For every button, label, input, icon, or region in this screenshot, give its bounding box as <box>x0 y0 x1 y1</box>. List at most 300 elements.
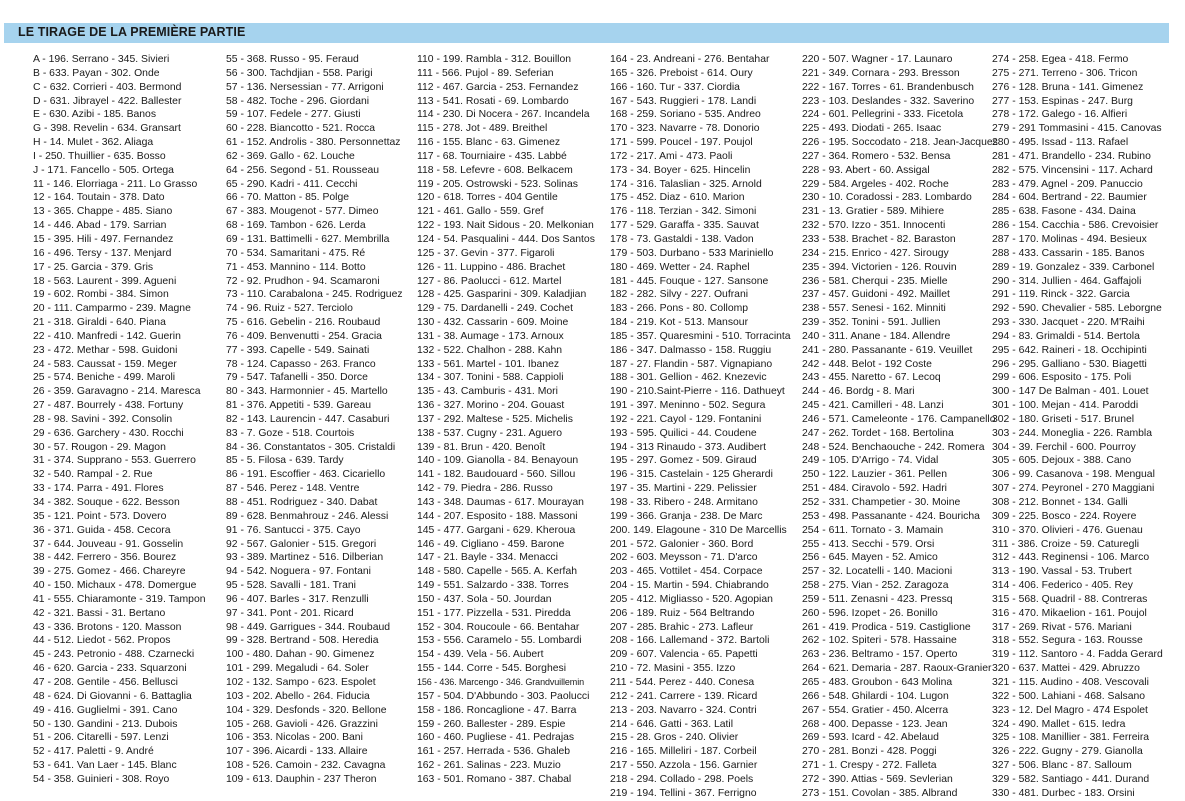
draw-entry: 241 - 280. Passanante - 619. Veuillet <box>802 344 973 356</box>
draw-entry: 30 - 57. Rougon - 29. Magon <box>33 441 166 453</box>
draw-entry: 303 - 244. Moneglia - 226. Rambla <box>992 427 1152 439</box>
draw-entry: 146 - 49. Cigliano - 459. Barone <box>417 538 565 550</box>
draw-entry: 306 - 99. Casanova - 198. Mengual <box>992 469 1155 481</box>
draw-entry: 179 - 503. Durbano - 533 Mariniello <box>610 247 774 259</box>
draw-entry: 136 - 327. Morino - 204. Gouast <box>417 400 565 412</box>
draw-entry: 51 - 206. Citarelli - 597. Lenzi <box>33 732 169 744</box>
draw-entry: 305 - 605. Dejoux - 388. Cano <box>992 455 1132 467</box>
draw-entry: 144 - 207. Esposito - 188. Massoni <box>417 510 578 522</box>
draw-entry: 138 - 537. Cugny - 231. Aguero <box>417 427 562 439</box>
draw-entry: 129 - 75. Dardanelli - 249. Cochet <box>417 303 573 315</box>
draw-entry: 283 - 479. Agnel - 209. Panuccio <box>992 178 1143 190</box>
draw-entry: 42 - 321. Bassi - 31. Bertano <box>33 607 166 619</box>
draw-entry: 135 - 43. Camburis - 431. Mori <box>417 386 558 398</box>
draw-entry: 217 - 550. Azzola - 156. Garnier <box>610 760 758 772</box>
draw-entry: 246 - 571. Cameleonte - 176. Campanello <box>802 413 996 425</box>
draw-entry: 24 - 583. Caussat - 159. Meger <box>33 358 177 370</box>
draw-entry: 88 - 451. Rodriguez - 340. Dabat <box>226 497 378 508</box>
draw-entry: 277 - 153. Espinas - 247. Burg <box>992 95 1133 107</box>
draw-entry: 236 - 581. Cherqui - 235. Mielle <box>802 275 948 287</box>
draw-entry: 184 - 219. Kot - 513. Mansour <box>610 317 749 329</box>
draw-entry: 126 - 11. Luppino - 486. Brachet <box>417 261 566 273</box>
draw-entry: 50 - 130. Gandini - 213. Dubois <box>33 718 178 730</box>
draw-entry: 287 - 170. Molinas - 494. Besieux <box>992 233 1147 245</box>
draw-entry: D - 631. Jibrayel - 422. Ballester <box>33 95 182 107</box>
draw-entry: 46 - 620. Garcia - 233. Squarzoni <box>33 663 187 675</box>
draw-entry: 93 - 389. Martinez - 516. Dilberian <box>226 552 384 564</box>
draw-entry: 130 - 432. Cassarin - 609. Moine <box>417 317 569 329</box>
draw-entry: 52 - 417. Paletti - 9. André <box>33 746 154 758</box>
draw-entry: 279 - 291 Tommasini - 415. Canovas <box>992 123 1162 135</box>
draw-entry: 77 - 393. Capelle - 549. Sainati <box>226 344 370 356</box>
draw-entry: 177 - 529. Garaffa - 335. Sauvat <box>610 220 759 232</box>
draw-entry: 70 - 534. Samaritani - 475. Ré <box>226 247 366 259</box>
draw-entry: 280 - 495. Issad - 113. Rafael <box>992 137 1129 149</box>
draw-entry: 245 - 421. Camilleri - 48. Lanzi <box>802 400 944 412</box>
draw-entry: E - 630. Azibi - 185. Banos <box>33 109 157 121</box>
draw-entry: 48 - 624. Di Giovanni - 6. Battaglia <box>33 690 192 702</box>
draw-entry: 142 - 79. Piedra - 286. Russo <box>417 483 553 495</box>
draw-entry: G - 398. Revelin - 634. Gransart <box>33 123 181 135</box>
draw-entry: 281 - 471. Brandello - 234. Rubino <box>992 150 1151 162</box>
draw-entry: 12 - 164. Toutain - 378. Dato <box>33 192 165 204</box>
draw-entry: 107 - 396. Aicardi - 133. Allaire <box>226 746 368 758</box>
draw-entry: 257 - 32. Locatelli - 140. Macioni <box>802 566 953 578</box>
draw-entry: 310 - 370. Olivieri - 476. Guenau <box>992 524 1143 536</box>
draw-entry: 267 - 554. Gratier - 450. Alcerra <box>802 704 949 716</box>
draw-entry: 22 - 410. Manfredi - 142. Guerin <box>33 330 181 342</box>
draw-entry: 124 - 54. Pasqualini - 444. Dos Santos <box>417 233 595 245</box>
draw-column-5 <box>802 53 998 801</box>
draw-entry: 282 - 575. Vincensini - 117. Achard <box>992 164 1153 176</box>
draw-entry: 329 - 582. Santiago - 441. Durand <box>992 773 1150 785</box>
draw-entry: 28 - 98. Savini - 392. Consolin <box>33 413 173 425</box>
draw-entry: 127 - 86. Paolucci - 612. Martel <box>417 275 562 287</box>
draw-entry: 224 - 601. Pellegrini - 333. Ficetola <box>802 109 964 121</box>
draw-entry: 174 - 316. Talaslian - 325. Arnold <box>610 178 762 190</box>
draw-entry: 58 - 482. Toche - 296. Giordani <box>226 95 370 107</box>
draw-entry: 137 - 292. Maltese - 525. Michelis <box>417 413 573 425</box>
draw-entry: 166 - 160. Tur - 337. Ciordia <box>610 81 740 93</box>
draw-entry: 286 - 154. Cacchia - 586. Crevoisier <box>992 220 1159 232</box>
draw-entry: 75 - 616. Gebelin - 216. Roubaud <box>226 317 381 329</box>
draw-entry: 319 - 112. Santoro - 4. Fadda Gerard <box>992 649 1163 661</box>
draw-entry: 288 - 433. Cassarin - 185. Banos <box>992 247 1145 259</box>
draw-entry: 159 - 260. Ballester - 289. Espie <box>417 718 566 730</box>
draw-entry: 191 - 397. Meninno - 502. Segura <box>610 400 766 412</box>
draw-entry: 61 - 152. Androlis - 380. Personnettaz <box>226 137 401 149</box>
draw-entry: 251 - 484. Ciravolo - 592. Hadri <box>802 483 947 495</box>
draw-entry: 299 - 606. Esposito - 175. Poli <box>992 372 1132 384</box>
draw-entry: 296 - 295. Galliano - 530. Biagetti <box>992 358 1147 370</box>
draw-entry: 289 - 19. Gonzalez - 339. Carbonel <box>992 261 1155 273</box>
draw-entry: 275 - 271. Terreno - 306. Tricon <box>992 67 1138 79</box>
draw-entry: 261 - 419. Prodica - 519. Castiglione <box>802 621 971 633</box>
draw-entry: 97 - 341. Pont - 201. Ricard <box>226 607 354 619</box>
section-title: LE TIRAGE DE LA PREMIÈRE PARTIE <box>18 25 246 39</box>
draw-entry: 227 - 364. Romero - 532. Bensa <box>802 150 951 162</box>
draw-entry: 37 - 644. Jouveau - 91. Gosselin <box>33 538 184 550</box>
draw-entry: 87 - 546. Perez - 148. Ventre <box>226 483 360 495</box>
draw-entry: 211 - 544. Perez - 440. Conesa <box>610 676 755 688</box>
draw-entry: 293 - 330. Jacquet - 220. M'Raihi <box>992 317 1145 329</box>
draw-entry: 60 - 228. Biancotto - 521. Rocca <box>226 123 376 135</box>
draw-entry: 219 - 194. Tellini - 367. Ferrigno <box>610 787 757 799</box>
draw-entry: 132 - 522. Chalhon - 288. Kahn <box>417 344 562 356</box>
draw-entry: 86 - 191. Escoffier - 463. Cicariello <box>226 469 386 481</box>
draw-entry: 152 - 304. Roucoule - 66. Bentahar <box>417 621 580 633</box>
draw-entry: C - 632. Corrieri - 403. Bermond <box>33 81 182 93</box>
draw-entry: 68 - 169. Tambon - 626. Lerda <box>226 220 366 232</box>
draw-entry: 31 - 374. Supprano - 553. Guerrero <box>33 455 196 467</box>
draw-entry: 291 - 119. Rinck - 322. Garcia <box>992 289 1130 301</box>
draw-entry: 308 - 212. Bonnet - 134. Galli <box>992 497 1128 508</box>
draw-entry: 92 - 567. Galonier - 515. Gregori <box>226 538 377 550</box>
draw-entry: 62 - 369. Gallo - 62. Louche <box>226 150 355 162</box>
draw-entry: 25 - 574. Beniche - 499. Maroli <box>33 372 176 384</box>
draw-entry: 326 - 222. Gugny - 279. Gianolla <box>992 746 1143 758</box>
draw-entry: 143 - 348. Daumas - 617. Mourayan <box>417 497 584 508</box>
draw-entry: 252 - 331. Champetier - 30. Moine <box>802 497 961 508</box>
draw-entry: 198 - 33. Ribero - 248. Armitano <box>610 497 758 508</box>
draw-entry: 317 - 269. Rivat - 576. Mariani <box>992 621 1132 633</box>
draw-entry: 122 - 193. Nait Sidous - 20. Melkonian <box>417 220 594 232</box>
draw-entry: 20 - 111. Camparmo - 239. Magne <box>33 303 191 315</box>
draw-entry: 182 - 282. Silvy - 227. Oufrani <box>610 289 749 301</box>
draw-entry: 120 - 618. Torres - 404 Gentile <box>417 192 558 204</box>
draw-entry: 316 - 470. Mikaelion - 161. Poujol <box>992 607 1147 619</box>
draw-entry: 38 - 442. Ferrero - 356. Bourez <box>33 552 177 564</box>
draw-entry: I - 250. Thuillier - 635. Bosso <box>33 150 166 162</box>
draw-entry: 14 - 446. Abad - 179. Sarrian <box>33 220 167 232</box>
draw-entry: 104 - 329. Desfonds - 320. Bellone <box>226 704 387 716</box>
draw-entry: 208 - 166. Lallemand - 372. Bartoli <box>610 635 770 647</box>
draw-entry: 274 - 258. Egea - 418. Fermo <box>992 54 1129 65</box>
draw-entry: 233 - 538. Brachet - 82. Baraston <box>802 233 956 245</box>
draw-entry: 134 - 307. Tonini - 588. Cappioli <box>417 372 564 384</box>
draw-entry: 181 - 445. Fouque - 127. Sansone <box>610 275 769 287</box>
draw-entry: 147 - 21. Bayle - 334. Menacci <box>417 552 558 564</box>
draw-entry: 33 - 174. Parra - 491. Flores <box>33 483 164 495</box>
draw-entry: 101 - 299. Megaludi - 64. Soler <box>226 663 369 675</box>
draw-entry: 271 - 1. Crespy - 272. Falleta <box>802 760 937 772</box>
draw-entry: 78 - 124. Capasso - 263. Franco <box>226 358 376 370</box>
draw-entry: 36 - 371. Guida - 458. Cecora <box>33 524 171 536</box>
draw-entry: 304 - 39. Ferchil - 600. Pourroy <box>992 441 1136 453</box>
draw-entry: 16 - 496. Tersy - 137. Menjard <box>33 247 172 259</box>
draw-entry: 197 - 35. Martini - 229. Pelissier <box>610 483 757 495</box>
draw-entry: 13 - 365. Chappe - 485. Siano <box>33 206 173 218</box>
draw-entry: 76 - 409. Benvenutti - 254. Gracia <box>226 330 382 342</box>
draw-entry: 161 - 257. Herrada - 536. Ghaleb <box>417 746 571 758</box>
draw-entry: 239 - 352. Tonini - 591. Jullien <box>802 317 941 329</box>
draw-entry: 21 - 318. Giraldi - 640. Piana <box>33 317 166 329</box>
draw-entry: 168 - 259. Soriano - 535. Andreo <box>610 109 761 121</box>
draw-entry: 195 - 297. Gomez - 509. Giraud <box>610 455 757 467</box>
draw-entry: 313 - 190. Vassal - 53. Trubert <box>992 566 1132 578</box>
draw-entry: 170 - 323. Navarre - 78. Donorio <box>610 123 760 135</box>
draw-entry: 200. 149. Elagoune - 310 De Marcellis <box>610 524 787 536</box>
draw-entry: 140 - 109. Gianolla - 84. Benayoun <box>417 455 579 467</box>
draw-entry: 222 - 167. Torres - 61. Brandenbusch <box>802 81 974 93</box>
draw-entry: J - 171. Fancello - 505. Ortega <box>33 164 174 176</box>
draw-entry: 269 - 593. Icard - 42. Abelaud <box>802 732 939 744</box>
draw-entry: 324 - 490. Mallet - 615. Iedra <box>992 718 1126 730</box>
draw-column-1 <box>33 53 206 787</box>
draw-entry: 194 - 313 Rinaudo - 373. Audibert <box>610 441 766 453</box>
draw-entry: 263 - 236. Beltramo - 157. Operto <box>802 649 958 661</box>
draw-entry: 320 - 637. Mattei - 429. Abruzzo <box>992 663 1140 675</box>
draw-entry: 188 - 301. Gellion - 462. Knezevic <box>610 372 767 384</box>
draw-entry: 225 - 493. Diodati - 265. Isaac <box>802 123 942 135</box>
draw-entry: 91 - 76. Santucci - 375. Cayo <box>226 524 361 536</box>
draw-entry: 139 - 81. Brun - 420. Benoît <box>417 441 546 453</box>
draw-entry: 154 - 439. Vela - 56. Aubert <box>417 649 544 661</box>
draw-entry: 43 - 336. Brotons - 120. Masson <box>33 621 182 633</box>
draw-entry: 173 - 34. Boyer - 625. Hincelin <box>610 164 751 176</box>
draw-entry: 243 - 455. Naretto - 67. Lecoq <box>802 372 941 384</box>
draw-column-4 <box>610 53 791 801</box>
draw-entry: 116 - 155. Blanc - 63. Gimenez <box>417 137 561 149</box>
draw-entry: 41 - 555. Chiaramonte - 319. Tampon <box>33 593 206 605</box>
draw-entry: 244 - 46. Bordg - 8. Mari <box>802 386 915 398</box>
draw-entry: 131 - 38. Aumage - 173. Arnoux <box>417 330 564 342</box>
draw-entry: 312 - 443. Reginensi - 106. Marco <box>992 552 1150 564</box>
draw-entry: 192 - 221. Cayol - 129. Fontanini <box>610 413 762 425</box>
draw-entry: 268 - 400. Depasse - 123. Jean <box>802 718 948 730</box>
draw-entry: 249 - 105. D'Arrigo - 74. Vidal <box>802 455 939 467</box>
draw-entry: 215 - 28. Gros - 240. Olivier <box>610 732 739 744</box>
draw-entry: 141 - 182. Baudouard - 560. Sillou <box>417 469 576 481</box>
draw-entry: 108 - 526. Camoin - 232. Cavagna <box>226 760 386 772</box>
draw-entry: 155 - 144. Corre - 545. Borghesi <box>417 663 567 675</box>
draw-entry: 11 - 146. Elorriaga - 211. Lo Grasso <box>33 178 198 190</box>
draw-entry: 327 - 506. Blanc - 87. Salloum <box>992 760 1132 772</box>
draw-entry: 85 - 5. Filosa - 639. Tardy <box>226 455 344 467</box>
draw-entry: 250 - 122. Lauzier - 361. Pellen <box>802 469 947 481</box>
draw-entry: 57 - 136. Nersessian - 77. Arrigoni <box>226 81 384 93</box>
draw-entry: 59 - 107. Fedele - 277. Giusti <box>226 109 361 121</box>
draw-entry: 114 - 230. Di Nocera - 267. Incandela <box>417 109 590 121</box>
draw-entry: 229 - 584. Argeles - 402. Roche <box>802 178 949 190</box>
draw-entry: 258 - 275. Vian - 252. Zaragoza <box>802 580 949 592</box>
draw-entry: 157 - 504. D'Abbundo - 303. Paolucci <box>417 690 590 702</box>
draw-entry: 19 - 602. Rombi - 384. Simon <box>33 289 169 301</box>
draw-entry: 205 - 412. Migliasso - 520. Agopian <box>610 593 773 605</box>
draw-entry: 117 - 68. Tourniaire - 435. Labbé <box>417 150 567 162</box>
draw-entry: 163 - 501. Romano - 387. Chabal <box>417 773 572 785</box>
draw-entry: 221 - 349. Cornara - 293. Bresson <box>802 67 960 79</box>
draw-entry: 65 - 290. Kadri - 411. Cecchi <box>226 178 358 190</box>
draw-entry: 149 - 551. Salzardo - 338. Torres <box>417 580 569 592</box>
draw-column-2 <box>226 53 403 787</box>
draw-entry: 27 - 487. Bourrely - 438. Fortuny <box>33 400 184 412</box>
draw-entry: 102 - 132. Sampo - 623. Espolet <box>226 676 376 688</box>
draw-entry: 110 - 199. Rambla - 312. Bouillon <box>417 54 572 65</box>
draw-entry: 39 - 275. Gomez - 466. Chareyre <box>33 566 186 578</box>
draw-entry: 171 - 599. Poucel - 197. Poujol <box>610 137 753 149</box>
draw-entry: 311 - 386. Croize - 59. Caturegli <box>992 538 1140 550</box>
draw-entry: 172 - 217. Ami - 473. Paoli <box>610 150 733 162</box>
draw-entry: 242 - 448. Belot - 192 Coste <box>802 358 932 370</box>
draw-entry: 178 - 73. Gastaldi - 138. Vadon <box>610 233 754 245</box>
draw-entry: 322 - 500. Lahiani - 468. Salsano <box>992 690 1146 702</box>
draw-entry: 83 - 7. Goze - 518. Courtois <box>226 427 355 439</box>
draw-entry: H - 14. Mulet - 362. Aliaga <box>33 137 154 149</box>
draw-entry: 125 - 37. Gevin - 377. Figaroli <box>417 247 555 259</box>
draw-entry: 71 - 453. Mannino - 114. Botto <box>226 261 366 273</box>
draw-entry: 66 - 70. Matton - 85. Polge <box>226 192 350 204</box>
draw-entry: 315 - 568. Quadril - 88. Contreras <box>992 593 1148 605</box>
draw-entry: 165 - 326. Preboist - 614. Oury <box>610 67 753 79</box>
draw-entry: 260 - 596. Izopet - 26. Bonillo <box>802 607 938 619</box>
draw-entry: 201 - 572. Galonier - 360. Bord <box>610 538 754 550</box>
draw-entry: 84 - 36. Constantatos - 305. Cristaldi <box>226 441 396 453</box>
draw-entry: 301 - 100. Mejan - 414. Paroddi <box>992 400 1139 412</box>
draw-entry: 218 - 294. Collado - 298. Poels <box>610 773 754 785</box>
draw-entry: 220 - 507. Wagner - 17. Launaro <box>802 54 953 65</box>
draw-entry: 190 - 210.Saint-Pierre - 116. Dathueyt <box>610 386 785 398</box>
draw-entry: 196 - 315. Castelain - 125 Gherardi <box>610 469 773 481</box>
draw-entry: 207 - 285. Brahic - 273. Lafleur <box>610 621 754 633</box>
draw-entry: 55 - 368. Russo - 95. Feraud <box>226 54 359 65</box>
draw-entry: 89 - 628. Benmahrouz - 246. Alessi <box>226 510 389 522</box>
draw-entry: 64 - 256. Segond - 51. Rousseau <box>226 164 380 176</box>
draw-entry: 265 - 483. Groubon - 643 Molina <box>802 676 953 688</box>
draw-entry: 273 - 151. Covolan - 385. Albrand <box>802 787 958 799</box>
draw-entry: 187 - 27. Flandin - 587. Vignapiano <box>610 358 773 370</box>
draw-entry: 95 - 528. Savalli - 181. Trani <box>226 580 356 592</box>
draw-entry: 164 - 23. Andreani - 276. Bentahar <box>610 54 770 65</box>
draw-entry: 94 - 542. Noguera - 97. Fontani <box>226 566 371 578</box>
draw-entry: 231 - 13. Gratier - 589. Mihiere <box>802 206 945 218</box>
draw-entry: 330 - 481. Durbec - 183. Orsini <box>992 787 1135 799</box>
draw-entry: 67 - 383. Mougenot - 577. Dimeo <box>226 206 379 218</box>
draw-entry: 247 - 262. Tordet - 168. Bertolina <box>802 427 954 439</box>
draw-entry: 237 - 457. Guidoni - 492. Maillet <box>802 289 950 301</box>
draw-entry: 105 - 268. Gavioli - 426. Grazzini <box>226 718 378 730</box>
draw-entry: 214 - 646. Gatti - 363. Latil <box>610 718 734 730</box>
draw-entry: 300 - 147 De Balman - 401. Louet <box>992 386 1149 398</box>
draw-entry: 32 - 540. Rampal - 2. Rue <box>33 469 153 481</box>
draw-entry: 226 - 195. Soccodato - 218. Jean-Jacques <box>802 137 998 149</box>
draw-entry: 203 - 465. Vottilet - 454. Corpace <box>610 566 763 578</box>
draw-entry: 230 - 10. Coradossi - 283. Lombardo <box>802 192 972 204</box>
draw-entry: 73 - 110. Carabalona - 245. Rodriguez <box>226 289 403 301</box>
draw-entry: 118 - 58. Lefevre - 608. Belkacem <box>417 164 573 176</box>
section-header-bar <box>4 23 1169 43</box>
draw-entry: 111 - 566. Pujol - 89. Seferian <box>417 67 554 79</box>
draw-entry: 264 - 621. Demaria - 287. Raoux-Granier <box>802 663 992 675</box>
draw-entry: 234 - 215. Enrico - 427. Sirougy <box>802 247 949 259</box>
draw-entry: 295 - 642. Raineri - 18. Occhipinti <box>992 344 1147 356</box>
draw-entry: 259 - 511. Zenasni - 423. Pressq <box>802 593 953 605</box>
draw-entry: 278 - 172. Galego - 16. Alfieri <box>992 109 1128 121</box>
draw-entry: 15 - 395. Hili - 497. Fernandez <box>33 233 174 245</box>
draw-entry: 309 - 225. Bosco - 224. Royere <box>992 510 1137 522</box>
draw-entry: 34 - 382. Souque - 622. Besson <box>33 497 180 508</box>
draw-entry: 232 - 570. Izzo - 351. Innocenti <box>802 220 946 232</box>
draw-results <box>33 53 1183 799</box>
draw-entry: 209 - 607. Valencia - 65. Papetti <box>610 649 758 661</box>
draw-entry: 213 - 203. Navarro - 324. Contri <box>610 704 757 716</box>
draw-entry: 98 - 449. Garrigues - 344. Roubaud <box>226 621 391 633</box>
draw-entry: 176 - 118. Terzian - 342. Simoni <box>610 206 757 218</box>
draw-entry: 235 - 394. Victorien - 126. Rouvin <box>802 261 957 273</box>
draw-entry: 17 - 25. Garcia - 379. Gris <box>33 261 154 273</box>
draw-entry: 18 - 563. Laurent - 399. Agueni <box>33 275 177 287</box>
draw-entry: 290 - 314. Jullien - 464. Gaffajoli <box>992 275 1142 287</box>
draw-entry: 53 - 641. Van Laer - 145. Blanc <box>33 760 177 772</box>
draw-entry: 266 - 548. Ghilardi - 104. Lugon <box>802 690 949 702</box>
draw-entry: 56 - 300. Tachdjian - 558. Parigi <box>226 67 373 79</box>
draw-entry: 158 - 186. Roncaglione - 47. Barra <box>417 704 577 716</box>
draw-entry: 255 - 413. Secchi - 579. Orsi <box>802 538 935 550</box>
draw-entry: 284 - 604. Bertrand - 22. Baumier <box>992 192 1147 204</box>
draw-entry: B - 633. Payan - 302. Onde <box>33 67 160 79</box>
draw-entry: 302 - 180. Griseti - 517. Brunel <box>992 413 1135 425</box>
draw-entry: 276 - 128. Bruna - 141. Gimenez <box>992 81 1144 93</box>
draw-entry: 186 - 347. Dalmasso - 158. Ruggiu <box>610 344 772 356</box>
draw-entry: 103 - 202. Abello - 264. Fiducia <box>226 690 370 702</box>
draw-entry: A - 196. Serrano - 345. Sivieri <box>33 54 170 65</box>
draw-entry: 156 - 436. Marcengo - 346. Grandvuillemin <box>417 676 584 687</box>
draw-column-3 <box>417 53 595 787</box>
draw-entry: 74 - 96. Ruiz - 527. Terciolo <box>226 303 353 315</box>
draw-column-6 <box>992 53 1163 801</box>
draw-entry: 238 - 557. Senesi - 162. Minniti <box>802 303 946 315</box>
draw-entry: 115 - 278. Jot - 489. Breithel <box>417 123 548 135</box>
draw-entry: 113 - 541. Rosati - 69. Lombardo <box>417 95 569 107</box>
draw-entry: 47 - 208. Gentile - 456. Bellusci <box>33 676 178 688</box>
draw-entry: 100 - 480. Dahan - 90. Gimenez <box>226 649 375 661</box>
draw-entry: 202 - 603. Meysson - 71. D'arco <box>610 552 758 564</box>
draw-entry: 99 - 328. Bertrand - 508. Heredia <box>226 635 379 647</box>
draw-entry: 151 - 177. Pizzella - 531. Piredda <box>417 607 571 619</box>
draw-entry: 106 - 353. Nicolas - 200. Bani <box>226 732 363 744</box>
draw-entry: 109 - 613. Dauphin - 237 Theron <box>226 773 377 785</box>
draw-entry: 23 - 472. Methar - 598. Guidoni <box>33 344 178 356</box>
draw-entry: 133 - 561. Martel - 101. Ibanez <box>417 358 560 370</box>
draw-entry: 180 - 469. Wetter - 24. Raphel <box>610 261 750 273</box>
draw-entry: 325 - 108. Manillier - 381. Ferreira <box>992 732 1150 744</box>
draw-entry: 175 - 452. Diaz - 610. Marion <box>610 192 745 204</box>
draw-entry: 119 - 205. Ostrowski - 523. Solinas <box>417 178 578 190</box>
draw-entry: 256 - 645. Mayen - 52. Amico <box>802 552 938 564</box>
draw-entry: 216 - 165. Milleliri - 187. Corbeil <box>610 746 757 758</box>
draw-entry: 223 - 103. Deslandes - 332. Saverino <box>802 95 975 107</box>
draw-entry: 112 - 467. Garcia - 253. Fernandez <box>417 81 579 93</box>
draw-entry: 29 - 636. Garchery - 430. Rocchi <box>33 427 184 439</box>
draw-entry: 26 - 359. Garavagno - 214. Maresca <box>33 386 201 398</box>
draw-entry: 183 - 266. Pons - 80. Collomp <box>610 303 749 315</box>
draw-entry: 292 - 590. Chevalier - 585. Leborgne <box>992 303 1162 315</box>
draw-entry: 323 - 12. Del Magro - 474 Espolet <box>992 704 1148 716</box>
draw-entry: 80 - 343. Harmonnier - 45. Martello <box>226 386 388 398</box>
draw-entry: 240 - 311. Anane - 184. Allendre <box>802 330 951 342</box>
draw-entry: 150 - 437. Sola - 50. Jourdan <box>417 593 552 605</box>
draw-entry: 199 - 366. Granja - 238. De Marc <box>610 510 763 522</box>
draw-entry: 307 - 274. Peyronel - 270 Maggiani <box>992 483 1155 495</box>
draw-entry: 212 - 241. Carrere - 139. Ricard <box>610 690 758 702</box>
draw-entry: 162 - 261. Salinas - 223. Muzio <box>417 760 561 772</box>
draw-entry: 204 - 15. Martin - 594. Chiabrando <box>610 580 769 592</box>
draw-entry: 167 - 543. Ruggieri - 178. Landi <box>610 95 757 107</box>
draw-entry: 185 - 357. Quaresmini - 510. Torracinta <box>610 330 791 342</box>
draw-entry: 121 - 461. Gallo - 559. Gref <box>417 206 544 218</box>
draw-entry: 44 - 512. Liedot - 562. Propos <box>33 635 171 647</box>
draw-entry: 69 - 131. Battimelli - 627. Membrilla <box>226 233 390 245</box>
